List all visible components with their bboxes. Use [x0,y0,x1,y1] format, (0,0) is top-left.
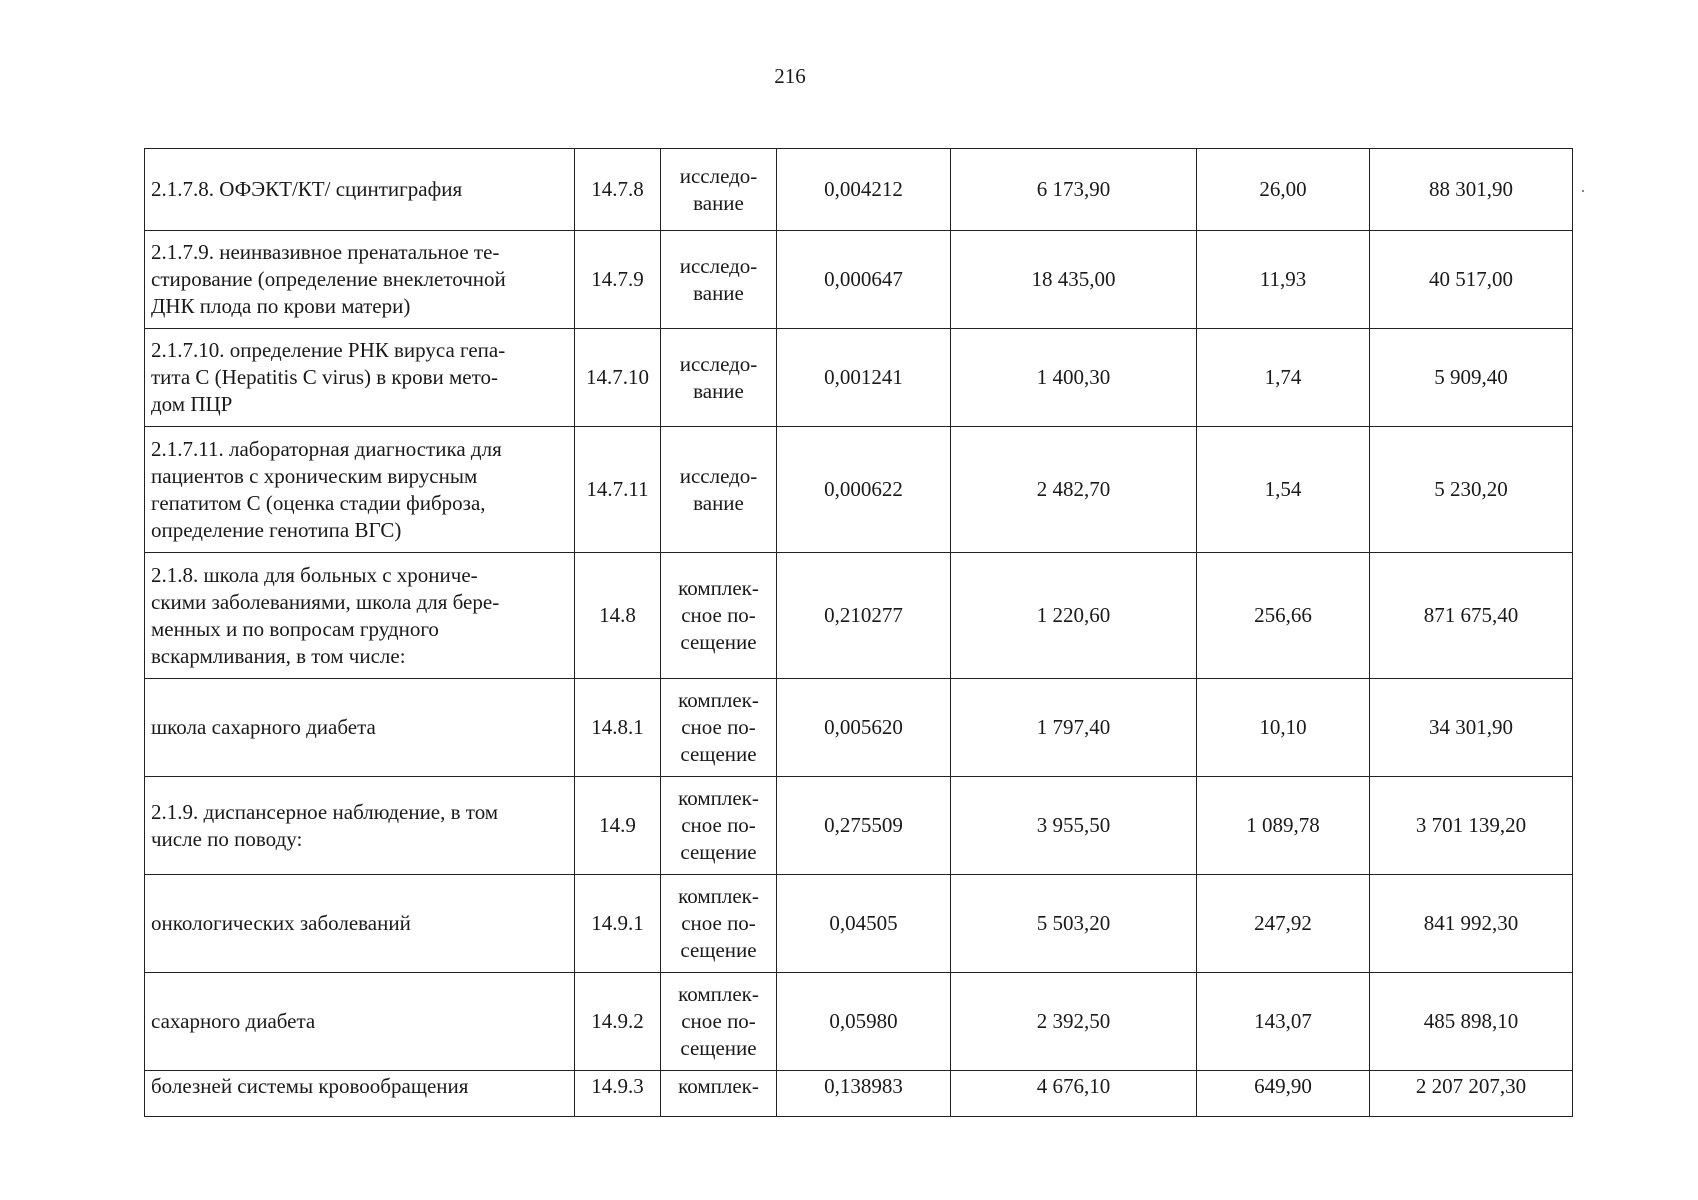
service-name-cell: 2.1.7.11. лабораторная диагностика для пациентов с хроническим вирусным гепатитом С (оценка стадии фиброза, определение генотипа ВГС) [145,427,575,553]
table-row [145,777,1573,875]
service-name-cell: болезней системы кровообращения [145,1071,575,1117]
volume-norm-cell: 0,210277 [777,553,951,679]
volume-norm-cell: 0,005620 [777,679,951,777]
volume-norm-cell: 0,000622 [777,427,951,553]
tariff-table [144,148,1573,1117]
row-code-cell: 14.8 [575,553,661,679]
unit-cost-cell: 4 676,10 [951,1071,1197,1117]
table-row [145,679,1573,777]
row-code-cell: 14.7.8 [575,149,661,231]
unit-cost-cell: 5 503,20 [951,875,1197,973]
service-name-cell: 2.1.7.10. определение РНК вируса гепа- тита С (Hepatitis C virus) в крови мето- дом ПЦР [145,329,575,427]
table-row [145,973,1573,1071]
per-capita-cell: 1 089,78 [1197,777,1370,875]
unit-cell: комплек- сное по- сещение [661,679,777,777]
per-capita-cell: 10,10 [1197,679,1370,777]
per-capita-cell: 1,54 [1197,427,1370,553]
volume-norm-cell: 0,138983 [777,1071,951,1117]
volume-norm-cell: 0,275509 [777,777,951,875]
per-capita-cell: 11,93 [1197,231,1370,329]
total-cell: 485 898,10 [1370,973,1573,1071]
row-code-cell: 14.7.11 [575,427,661,553]
unit-cost-cell: 2 482,70 [951,427,1197,553]
table-row [145,1071,1573,1117]
service-name-cell: 2.1.9. диспансерное наблюдение, в том числе по поводу: [145,777,575,875]
row-code-cell: 14.7.9 [575,231,661,329]
unit-cost-cell: 6 173,90 [951,149,1197,231]
per-capita-cell: 143,07 [1197,973,1370,1071]
table-row [145,875,1573,973]
page-number: 216 [774,64,806,88]
volume-norm-cell: 0,04505 [777,875,951,973]
table-body [145,149,1573,1117]
total-cell: 40 517,00 [1370,231,1573,329]
total-cell: 871 675,40 [1370,553,1573,679]
unit-cell: исследо- вание [661,231,777,329]
per-capita-cell: 256,66 [1197,553,1370,679]
unit-cost-cell: 3 955,50 [951,777,1197,875]
unit-cell: исследо- вание [661,329,777,427]
service-name-cell: сахарного диабета [145,973,575,1071]
per-capita-cell: 649,90 [1197,1071,1370,1117]
scan-mark [1582,190,1584,192]
per-capita-cell: 247,92 [1197,875,1370,973]
unit-cost-cell: 18 435,00 [951,231,1197,329]
unit-cell: исследо- вание [661,149,777,231]
total-cell: 3 701 139,20 [1370,777,1573,875]
total-cell: 34 301,90 [1370,679,1573,777]
volume-norm-cell: 0,004212 [777,149,951,231]
total-cell: 88 301,90 [1370,149,1573,231]
unit-cost-cell: 1 400,30 [951,329,1197,427]
row-code-cell: 14.8.1 [575,679,661,777]
total-cell: 5 230,20 [1370,427,1573,553]
unit-cost-cell: 1 220,60 [951,553,1197,679]
table-row [145,149,1573,231]
table-row [145,329,1573,427]
service-name-cell: 2.1.8. школа для больных с хрониче- скими заболеваниями, школа для бере- менных и по вопросам грудного вскармливания, в том числе: [145,553,575,679]
volume-norm-cell: 0,000647 [777,231,951,329]
per-capita-cell: 26,00 [1197,149,1370,231]
volume-norm-cell: 0,001241 [777,329,951,427]
service-name-cell: 2.1.7.8. ОФЭКТ/КТ/ сцинтиграфия [145,149,575,231]
unit-cell: комплек- сное по- сещение [661,875,777,973]
unit-cell: комплек- сное по- сещение [661,553,777,679]
row-code-cell: 14.7.10 [575,329,661,427]
total-cell: 5 909,40 [1370,329,1573,427]
unit-cell: комплек- сное по- сещение [661,973,777,1071]
row-code-cell: 14.9 [575,777,661,875]
volume-norm-cell: 0,05980 [777,973,951,1071]
unit-cost-cell: 1 797,40 [951,679,1197,777]
service-name-cell: школа сахарного диабета [145,679,575,777]
row-code-cell: 14.9.1 [575,875,661,973]
unit-cell: комплек- [661,1071,777,1117]
table-row [145,553,1573,679]
service-name-cell: 2.1.7.9. неинвазивное пренатальное те- стирование (определение внеклеточной ДНК плода по крови матери) [145,231,575,329]
table-row [145,231,1573,329]
unit-cell: исследо- вание [661,427,777,553]
unit-cost-cell: 2 392,50 [951,973,1197,1071]
row-code-cell: 14.9.3 [575,1071,661,1117]
table-row [145,427,1573,553]
total-cell: 2 207 207,30 [1370,1071,1573,1117]
total-cell: 841 992,30 [1370,875,1573,973]
row-code-cell: 14.9.2 [575,973,661,1071]
service-name-cell: онкологических заболеваний [145,875,575,973]
per-capita-cell: 1,74 [1197,329,1370,427]
unit-cell: комплек- сное по- сещение [661,777,777,875]
